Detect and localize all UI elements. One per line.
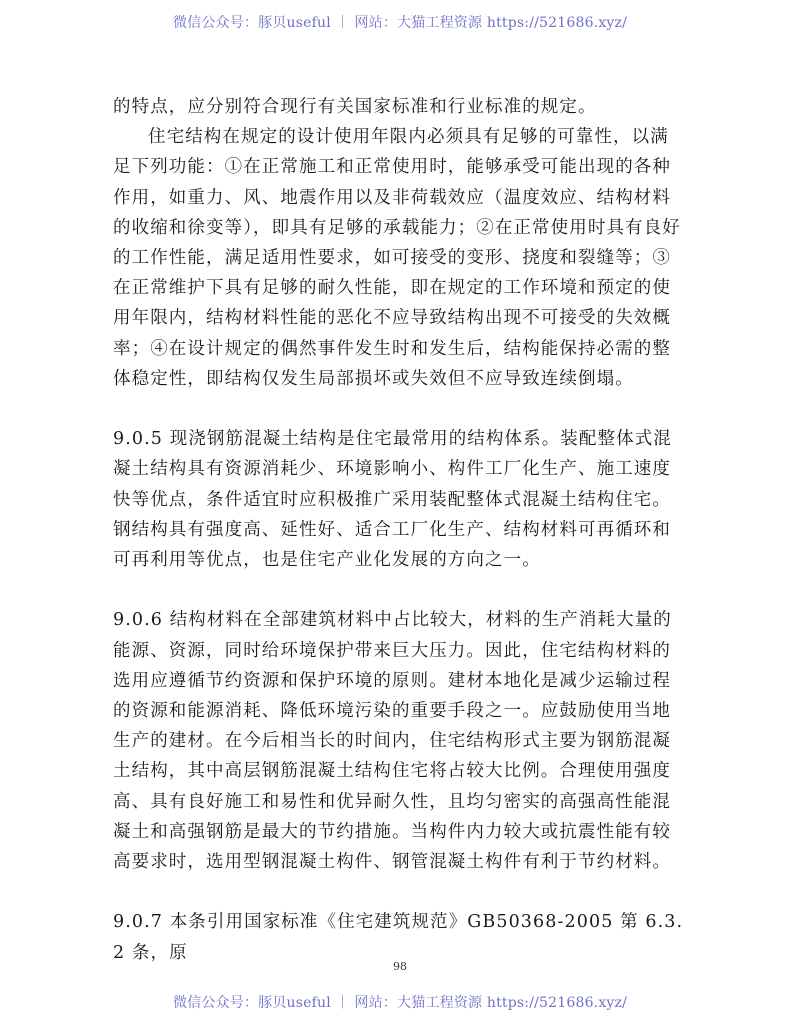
document-body [113,92,687,968]
paragraph-9-0-5: 9.0.5 现浇钢筋混凝土结构是住宅最常用的结构体系。装配整体式混凝土结构具有资源消耗少、环境影响小、构件工厂化生产、施工速度快等优点，条件适宜时应积极推广采用装配整体式混凝土结构住宅。钢结构具有强度高、延性好、适合工厂化生产、结构材料可再循环和可再利用等优点，也是住宅产业化发展的方向之一。 [113,429,672,571]
page-number: 98 [393,960,407,973]
paragraph-gap [113,575,687,605]
paragraph-gap [113,877,687,907]
watermark-header: 微信公众号：豚贝useful ｜ 网站：大猫工程资源 https://521686.xyz/ [172,15,628,31]
paragraph-gap [113,394,687,424]
paragraph-9-0-7: 9.0.7 本条引用国家标准《住宅建筑规范》GB50368-2005 第 6.3.2 条，原 [113,912,684,963]
paragraph-reliability: 住宅结构在规定的设计使用年限内必须具有足够的可靠性，以满足下列功能：①在正常施工和正常使用时，能够承受可能出现的各种作用，如重力、风、地震作用以及非荷载效应（温度效应、结构材料的收缩和徐变等），即具有足够的承载能力；②在正常使用时具有良好的工作性能，满足适用性要求，如可接受的变形、挠度和裂缝等；③在正常维护下具有足够的耐久性能，即在规定的工作环境和预定的使用年限内，结构材料性能的恶化不应导致结构出现不可接受的失效概率；④在设计规定的偶然事件发生时和发生后，结构能保持必需的整体稳定性，即结构仅发生局部损坏或失效但不应导致连续倒塌。 [113,127,681,389]
watermark-footer: 微信公众号：豚贝useful ｜ 网站：大猫工程资源 https://521686.xyz/ [172,995,628,1011]
paragraph-continuation: 的特点，应分别符合现行有关国家标准和行业标准的规定。 [113,97,597,117]
paragraph-9-0-6: 9.0.6 结构材料在全部建筑材料中占比较大，材料的生产消耗大量的能源、资源，同时给环境保护带来巨大压力。因此，住宅结构材料的选用应遵循节约资源和保护环境的原则。建材本地化是减少运输过程的资源和能源消耗、降低环境污染的重要手段之一。应鼓励使用当地生产的建材。在今后相当长的时间内，住宅结构形式主要为钢筋混凝土结构，其中高层钢筋混凝土结构住宅将占较大比例。合理使用强度高、具有良好施工和易性和优异耐久性，且均匀密实的高强高性能混凝土和高强钢筋是最大的节约措施。当构件内力较大或抗震性能有较高要求时，选用型钢混凝土构件、钢管混凝土构件有利于节约材料。 [113,610,672,873]
